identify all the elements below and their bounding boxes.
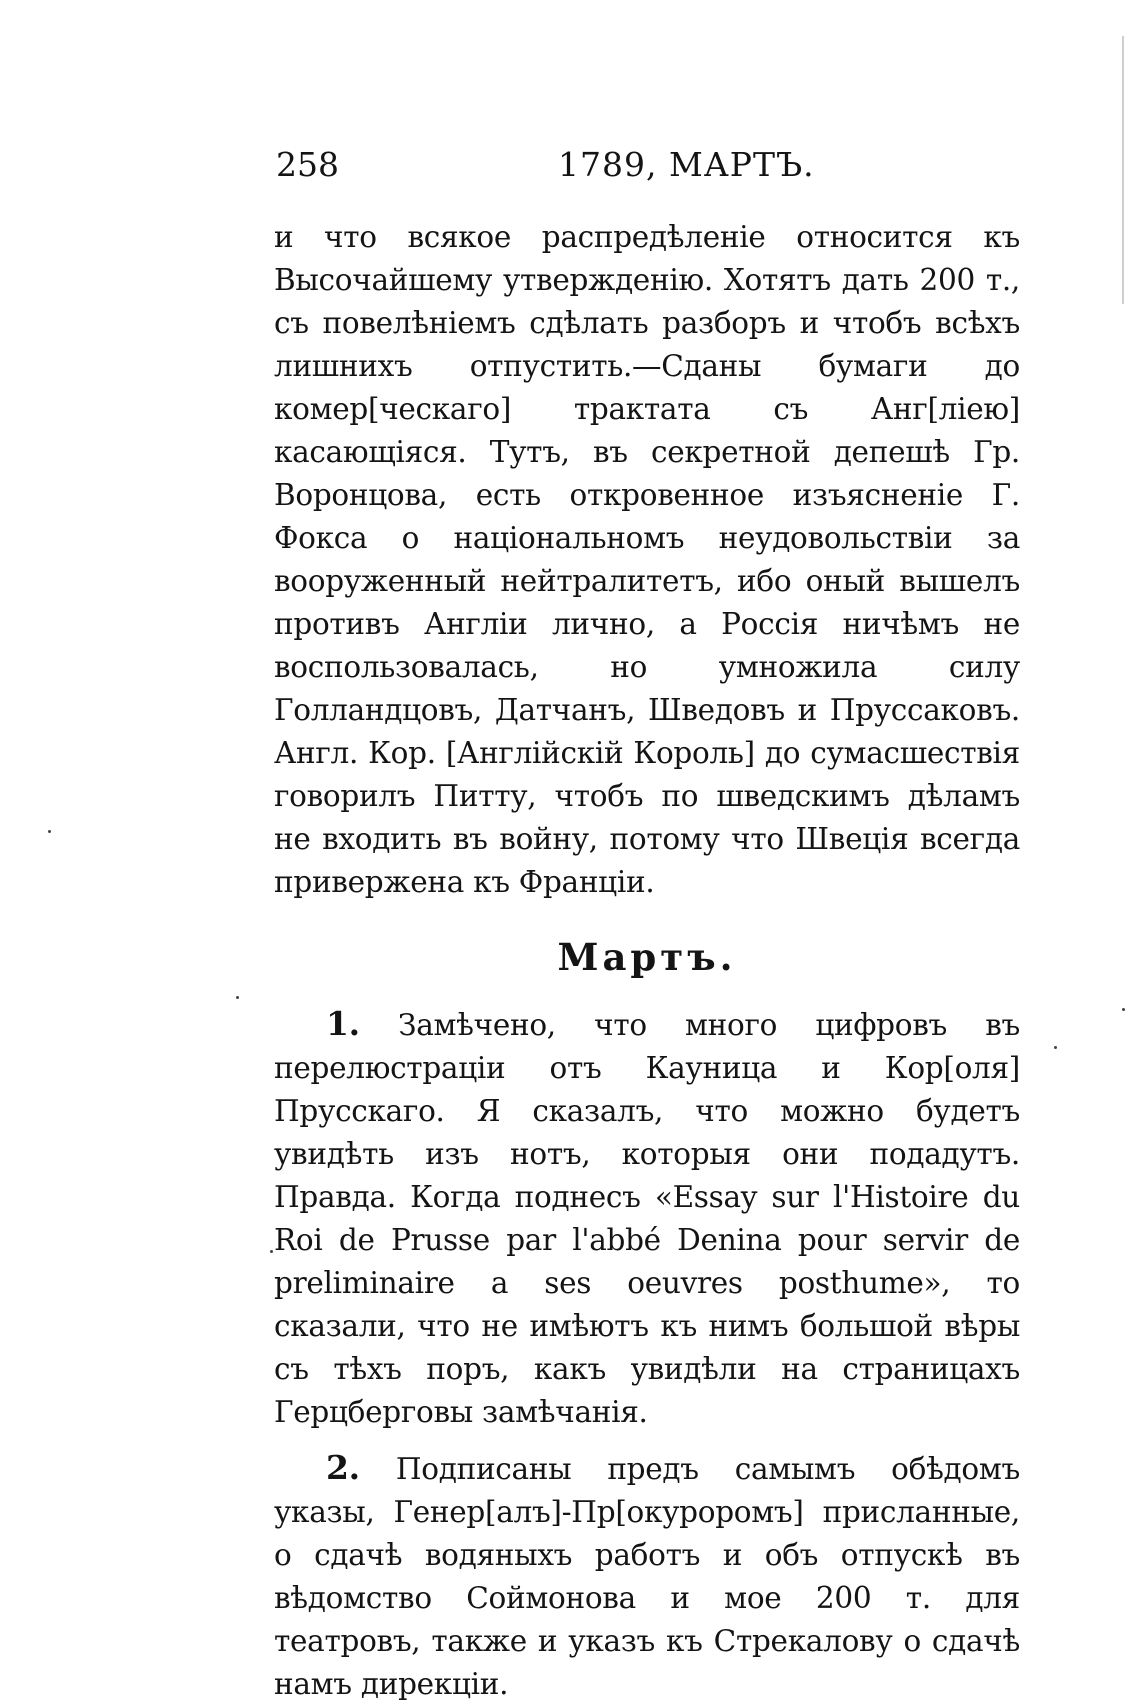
scan-speck	[48, 830, 51, 833]
page-body	[274, 216, 1020, 1706]
entry-number: 1.	[326, 1004, 360, 1043]
scan-speck	[1054, 1046, 1057, 1049]
intro-paragraph: и что всякое распредѣленіе относится къ Высочайшему утвержденію. Хотятъ дать 200 т., съ повелѣніемъ сдѣлать разборъ и чтобъ всѣхъ лишнихъ отпустить.—Сданы бумаги до комер[ческаго] трактата съ Анг[ліею] касающіяся. Тутъ, въ секретной депешѣ Гр. Воронцова, есть откровенное изъясненіе Г. Фокса о національномъ неудовольствіи за вооруженный нейтралитетъ, ибо оный вышелъ противъ Англіи лично, а Россія ничѣмъ не воспользовалась, но умножила силу Голландцовъ, Датчанъ, Шведовъ и Пруссаковъ. Англ. Кор. [Англійскій Король] до сумасшествія говорилъ Питту, чтобъ по шведскимъ дѣламъ не входить въ войну, потому что Швеція всегда привержена къ Франціи.	[274, 220, 1020, 899]
entry-text: Замѣчено, что много цифровъ въ перелюстраціи отъ Кауница и Кор[оля] Прусскаго. Я сказалъ, что можно будетъ увидѣть изъ нотъ, которыя они подадутъ. Правда. Когда поднесъ «Essay sur l'Histoire du Roi de Prusse par l'abbé Denina pour servir de preliminaire a ses oeuvres posthume», то сказали, что не имѣютъ къ нимъ большой вѣры съ тѣхъ поръ, какъ увидѣли на страницахъ Герцберговы замѣчанія.	[274, 1008, 1021, 1429]
scan-speck	[1122, 1008, 1125, 1011]
scan-speck	[270, 1250, 273, 1253]
running-title: 1789, МАРТЪ.	[558, 145, 815, 184]
entry-1	[274, 1002, 1020, 1434]
scan-speck	[236, 996, 239, 999]
entry-text: Подписаны предъ самымъ обѣдомъ указы, Генер[алъ]-Пр[окуроромъ] присланные, о сдачѣ водяныхъ работъ и объ отпускѣ въ вѣдомство Соймонова и мое 200 т. для театровъ, также и указъ къ Стрекалову о сдачѣ намъ дирекціи.	[274, 1452, 1020, 1701]
entry-2	[274, 1446, 1020, 1706]
page-header	[276, 140, 1012, 190]
entry-number: 2.	[326, 1448, 360, 1487]
scan-edge-line	[1122, 36, 1124, 304]
section-title: Мартъ.	[557, 935, 737, 979]
page-number: 258	[276, 145, 339, 184]
